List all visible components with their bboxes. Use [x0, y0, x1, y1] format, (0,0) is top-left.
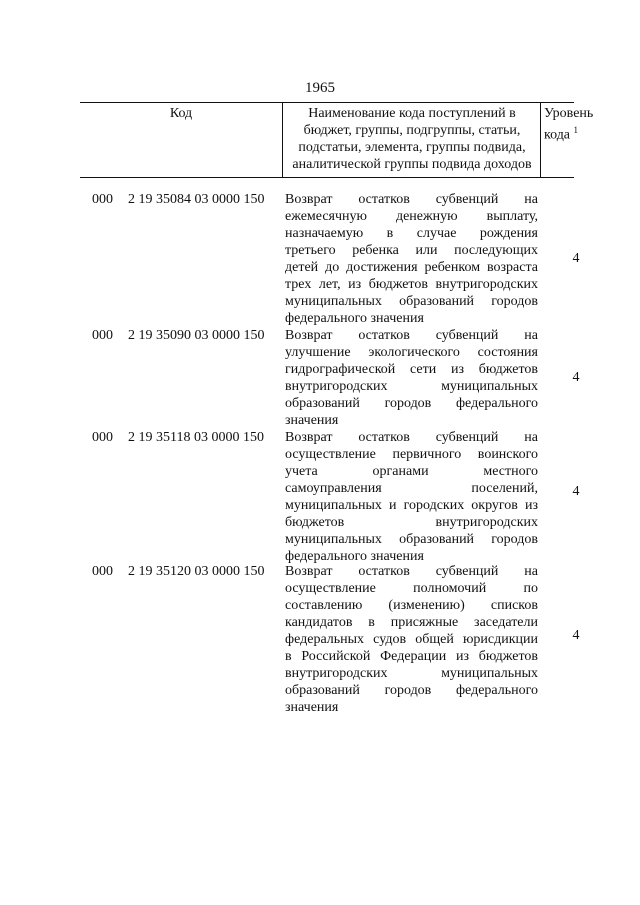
code-description [285, 429, 538, 565]
description-line: Возврат остатков субвенций на [285, 430, 538, 445]
description-line: третьего ребенка или последующих [285, 243, 538, 258]
code-level: 4 [572, 628, 580, 643]
description-line: муниципальных образований городов [285, 294, 538, 309]
description-line: кандидатов в присяжные заседатели [285, 615, 538, 630]
description-line: Возврат остатков субвенций на [285, 192, 538, 207]
code-description [285, 327, 538, 429]
description-line: самоуправления поселений, [285, 481, 538, 496]
description-line: образований городов федерального [285, 683, 538, 698]
admin-code: 000 [92, 564, 113, 579]
description-line: осуществление первичного воинского [285, 447, 538, 462]
admin-code: 000 [92, 192, 113, 207]
page-number: 1965 [305, 80, 335, 96]
description-line: бюджетов внутригородских [285, 515, 538, 530]
description-line: муниципальных образований городов [285, 532, 538, 547]
description-line: образований городов федерального [285, 396, 538, 411]
code-level: 4 [572, 484, 580, 499]
description-line: трех лет, из бюджетов внутригородских [285, 277, 538, 292]
description-line: значения [285, 413, 339, 428]
description-line: ежемесячную денежную выплату, [285, 209, 538, 224]
description-line: Возврат остатков субвенций на [285, 328, 538, 343]
code-level: 4 [572, 370, 580, 385]
admin-code: 000 [92, 430, 113, 445]
table-header [80, 102, 594, 178]
admin-code: 000 [92, 328, 113, 343]
description-line: федерального значения [285, 311, 424, 326]
description-line: федерального значения [285, 549, 424, 564]
description-line: учета органами местного [285, 464, 538, 479]
code-level: 4 [572, 251, 580, 266]
description-line: составлению (изменению) списков [285, 598, 538, 613]
description-line: назначаемую в случае рождения [285, 226, 538, 241]
code-description [285, 191, 538, 327]
description-line: федеральных судов общей юрисдикции [285, 632, 538, 647]
column-divider [540, 103, 541, 177]
description-line: внутригородских муниципальных [285, 379, 538, 394]
description-line: значения [285, 700, 339, 715]
column-divider [282, 103, 283, 177]
description-line: улучшение экологического состояния [285, 345, 538, 360]
header-level: Уровень кода $^1$ [544, 106, 594, 143]
description-line: Возврат остатков субвенций на [285, 564, 538, 579]
description-line: осуществление полномочий по [285, 581, 538, 596]
budget-code: 2 19 35084 03 0000 150 [128, 192, 265, 207]
header-name: Наименование кода поступлений в бюджет, группы, подгруппы, статьи, подстатьи, элемента, группы подвида, аналитической группы подвида доходов [292, 106, 532, 172]
budget-code: 2 19 35118 03 0000 150 [128, 430, 264, 445]
code-description [285, 563, 538, 716]
description-line: муниципальных и городских округов из [285, 498, 538, 513]
budget-code: 2 19 35120 03 0000 150 [128, 564, 265, 579]
budget-code: 2 19 35090 03 0000 150 [128, 328, 265, 343]
description-line: внутригородских муниципальных [285, 666, 538, 681]
description-line: детей до достижения ребенком возраста [285, 260, 538, 275]
description-line: в Российской Федерации из бюджетов [285, 649, 538, 664]
description-line: гидрографической сети из бюджетов [285, 362, 538, 377]
header-code: Код [169, 106, 193, 121]
